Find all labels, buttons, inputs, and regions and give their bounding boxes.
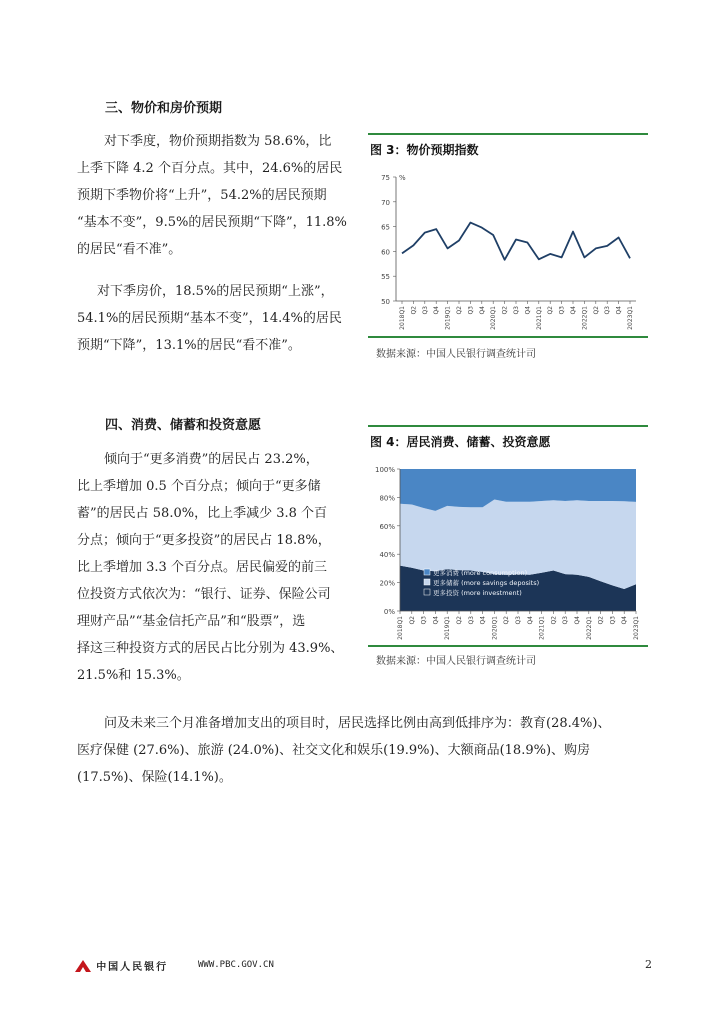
y-tick-label: 65 <box>381 223 390 232</box>
x-tick-label: Q3 <box>515 616 522 625</box>
x-tick-label: 2023Q1 <box>633 616 640 640</box>
y-tick-label: 100% <box>374 466 395 474</box>
text-line: 54.1%的居民预期“基本不变”，14.4%的居民 <box>77 311 342 326</box>
consumption-savings-paragraph <box>77 446 357 689</box>
text-line: 蓄”的居民占 58.0%，比上季减少 3.8 个百 <box>77 506 328 521</box>
text-line: 上季下降 4.2 个百分点。其中，24.6%的居民 <box>77 161 343 176</box>
text-line: 预期“下降”，13.1%的居民“看不准”。 <box>77 338 301 353</box>
x-tick-label: 2022Q1 <box>585 616 593 640</box>
footer-brand <box>75 958 168 973</box>
text-line: 医疗保健 (27.6%)、旅游 (24.0%)、社交文化和娱乐(19.9%)、大额商品(18.9%)、购房 <box>77 743 591 758</box>
x-tick-label: 2020Q1 <box>490 306 498 330</box>
y-tick-label: 70 <box>381 198 390 207</box>
x-tick-label: Q2 <box>503 616 511 625</box>
y-tick-label: 40% <box>379 551 395 560</box>
x-tick-label: 2021Q1 <box>538 616 546 640</box>
text-line: “基本不变”，9.5%的居民预期“下降”，11.8% <box>77 215 347 230</box>
y-axis-unit: % <box>399 174 406 182</box>
x-tick-label: Q4 <box>433 306 441 315</box>
x-tick-label: Q4 <box>524 306 532 315</box>
figure-title: 图 4：居民消费、储蓄、投资意愿 <box>370 435 551 449</box>
text-line: 比上季增加 0.5 个百分点；倾向于“更多储 <box>77 479 321 494</box>
x-tick-label: Q4 <box>570 306 577 315</box>
text-line: 倾向于“更多消费”的居民占 23.2%， <box>104 452 319 467</box>
figure-title: 图 3：物价预期指数 <box>370 143 479 157</box>
x-tick-label: Q3 <box>562 616 570 625</box>
stacked-area-chart <box>368 457 648 647</box>
figure-bottom-rule <box>368 645 648 647</box>
figure-source: 数据来源：中国人民银行调查统计司 <box>376 656 536 667</box>
legend-label: 更多储蓄 (more savings deposits) <box>433 579 540 587</box>
figure-consumption-savings-investment <box>368 425 648 670</box>
x-tick-label: Q2 <box>456 306 463 315</box>
x-tick-label: Q2 <box>501 306 509 315</box>
x-tick-label: Q3 <box>467 306 475 315</box>
legend-swatch <box>424 569 430 575</box>
legend-swatch <box>424 589 430 595</box>
x-tick-label: Q3 <box>513 306 520 315</box>
pbc-logo-icon <box>75 960 91 972</box>
text-line: 对下季度，物价预期指数为 58.6%，比 <box>104 134 332 149</box>
y-tick-label: 60 <box>381 248 390 257</box>
x-tick-label: 2019Q1 <box>444 306 452 330</box>
x-tick-label: Q4 <box>621 616 629 625</box>
text-line: 择这三种投资方式的居民占比分别为 43.9%、 <box>77 641 344 656</box>
y-tick-label: 50 <box>381 298 390 306</box>
y-tick-label: 75 <box>381 174 390 182</box>
x-tick-label: Q3 <box>558 306 566 315</box>
y-tick-label: 0% <box>383 608 395 616</box>
text-line: 预期下季物价将“上升”，54.2%的居民预期 <box>77 188 327 203</box>
text-line: 位投资方式依次为：“银行、证券、保险公司 <box>77 587 331 602</box>
x-tick-label: Q3 <box>421 306 429 315</box>
spending-plans-paragraph <box>77 710 652 791</box>
x-tick-label: Q4 <box>526 616 534 625</box>
house-price-expectation-paragraph <box>77 278 355 359</box>
x-tick-label: Q2 <box>597 616 605 625</box>
text-line: 21.5%和 15.3%。 <box>77 668 190 683</box>
text-line: 分点；倾向于“更多投资”的居民占 18.8%， <box>77 533 331 548</box>
figure-source: 数据来源：中国人民银行调查统计司 <box>376 349 536 360</box>
x-tick-label: Q3 <box>609 616 617 625</box>
x-tick-label: Q4 <box>615 306 623 315</box>
section-heading-consumption-savings: 四、消费、储蓄和投资意愿 <box>105 418 262 433</box>
y-tick-label: 20% <box>379 579 395 588</box>
text-line: 对下季房价，18.5%的居民预期“上涨”， <box>97 284 334 299</box>
legend-swatch <box>424 579 430 585</box>
x-tick-label: Q2 <box>550 616 558 625</box>
legend-label: 更多投资 (more investment) <box>433 589 522 597</box>
text-line: 的居民“看不准”。 <box>77 242 182 257</box>
x-tick-label: Q3 <box>467 616 475 625</box>
page-number: 2 <box>645 958 652 971</box>
x-tick-label: 2023Q1 <box>627 306 634 330</box>
y-tick-label: 80% <box>379 494 395 503</box>
x-tick-label: Q3 <box>420 616 428 625</box>
text-line: 问及未来三个月准备增加支出的项目时，居民选择比例由高到低排序为：教育(28.4%)、 <box>104 716 611 731</box>
section-heading-price-expectations: 三、物价和房价预期 <box>105 101 223 116</box>
x-tick-label: 2018Q1 <box>397 616 404 640</box>
x-tick-label: Q4 <box>432 616 440 625</box>
x-tick-label: 2018Q1 <box>399 306 406 330</box>
text-line: 比上季增加 3.3 个百分点。居民偏爱的前三 <box>77 560 327 575</box>
y-tick-label: 55 <box>381 273 390 282</box>
x-tick-label: 2019Q1 <box>444 616 452 640</box>
bank-name: 中国人民银行 <box>96 962 169 973</box>
x-tick-label: Q3 <box>604 306 612 315</box>
legend-label: 更多消费 (more consumption) <box>433 569 528 577</box>
text-line: (17.5%)、保险(14.1%)。 <box>77 770 232 785</box>
x-tick-label: Q2 <box>408 616 416 625</box>
figure-price-expectation-index <box>368 133 648 365</box>
x-tick-label: 2021Q1 <box>535 306 543 330</box>
x-tick-label: 2022Q1 <box>581 306 589 330</box>
text-line: 理财产品”“基金信托产品”和“股票”，选 <box>77 614 306 629</box>
x-tick-label: Q2 <box>547 306 555 315</box>
x-tick-label: Q2 <box>456 616 463 625</box>
x-tick-label: Q4 <box>478 306 486 315</box>
line-chart <box>368 163 648 333</box>
x-tick-label: Q4 <box>574 616 581 625</box>
figure-bottom-rule <box>368 336 648 338</box>
x-tick-label: 2020Q1 <box>491 616 499 640</box>
y-tick-label: 60% <box>379 522 395 531</box>
x-tick-label: Q2 <box>410 306 418 315</box>
footer-url[interactable]: WWW.PBC.GOV.CN <box>198 960 274 970</box>
x-tick-label: Q4 <box>479 616 487 625</box>
x-tick-label: Q2 <box>592 306 600 315</box>
price-expectation-series-line <box>402 223 630 260</box>
price-expectation-paragraph <box>77 128 355 263</box>
